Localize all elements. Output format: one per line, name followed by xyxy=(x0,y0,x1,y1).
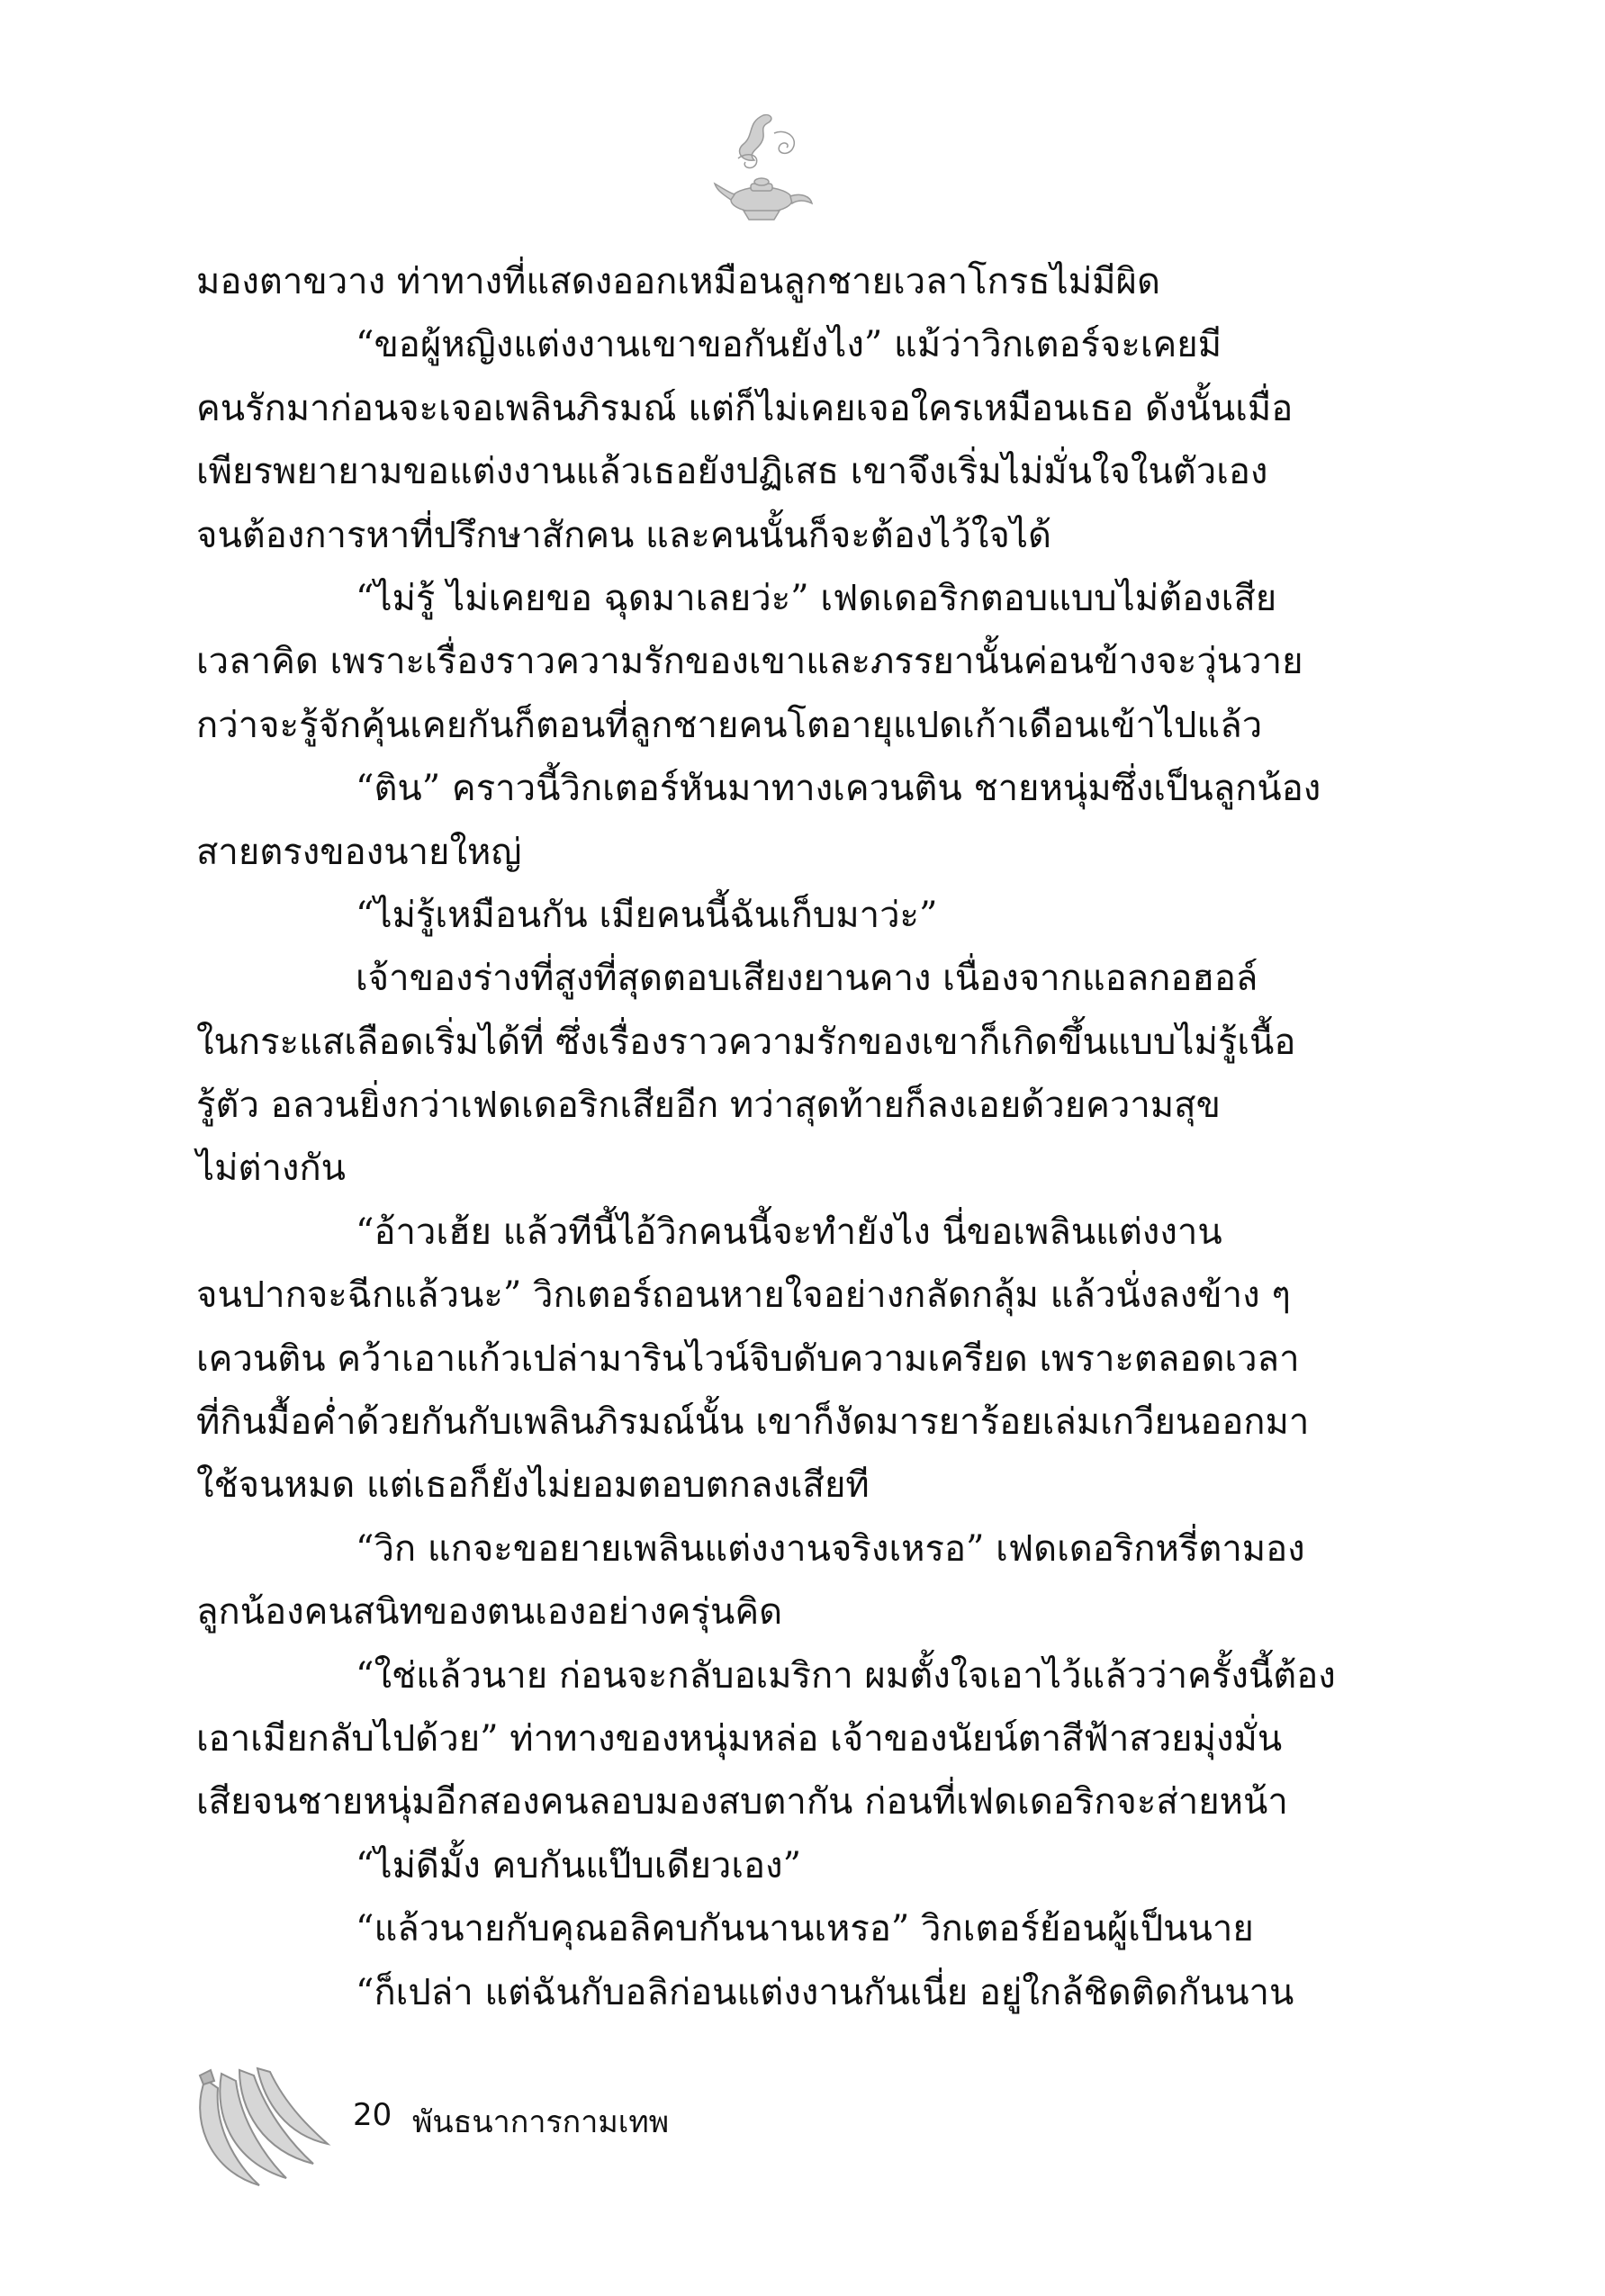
text-line: กว่าจะรู้จักคุ้นเคยกันก็ตอนที่ลูกชายคนโตอายุแปดเก้าเดือนเข้าไปแล้ว xyxy=(196,704,1263,746)
text-line: เอาเมียกลับไปด้วย” ท่าทางของหนุ่มหล่อ เจ้าของนัยน์ตาสีฟ้าสวยมุ่งมั่น xyxy=(196,1717,1283,1760)
text-line: “ไม่รู้ ไม่เคยขอ ฉุดมาเลยว่ะ” เฟดเดอริกตอบแบบไม่ต้องเสีย xyxy=(356,577,1277,619)
text-line: จนปากจะฉีกแล้วนะ” วิกเตอร์ถอนหายใจอย่างกลัดกลุ้ม แล้วนั่งลงข้าง ๆ xyxy=(196,1274,1291,1317)
book-title: พันธนาการกามเทพ xyxy=(412,2104,670,2140)
text-line: “อ้าวเฮ้ย แล้วทีนี้ไอ้วิกคนนี้จะทำยังไง นี่ขอเพลินแต่งงาน xyxy=(356,1211,1222,1253)
text-line: เพียรพยายามขอแต่งงานแล้วเธอยังปฏิเสธ เขาจึงเริ่มไม่มั่นใจในตัวเอง xyxy=(196,451,1268,493)
text-line: “ก็เปล่า แต่ฉันกับอลิก่อนแต่งงานกันเนี่ย อยู่ใกล้ชิดติดกันนาน xyxy=(356,1971,1294,2013)
text-line: “ไม่ดีมั้ง คบกันแป๊บเดียวเอง” xyxy=(356,1844,802,1886)
text-line: “วิก แกจะขอยายเพลินแต่งงานจริงเหรอ” เฟดเดอริกหรี่ตามอง xyxy=(356,1527,1305,1570)
text-line: สายตรงของนายใหญ่ xyxy=(196,831,522,873)
text-line: ในกระแสเลือดเริ่มได้ที่ ซึ่งเรื่องราวความรักของเขาก็เกิดขึ้นแบบไม่รู้เนื้อ xyxy=(196,1021,1296,1063)
banana-bunch-icon xyxy=(187,2061,331,2196)
text-line: “แล้วนายกับคุณอลิคบกันนานเหรอ” วิกเตอร์ย้อนผู้เป็นนาย xyxy=(356,1908,1254,1950)
text-line: เสียจนชายหนุ่มอีกสองคนลอบมองสบตากัน ก่อนที่เฟดเดอริกจะส่ายหน้า xyxy=(196,1781,1288,1823)
text-line: “ขอผู้หญิงแต่งงานเขาขอกันยังไง” แม้ว่าวิกเตอร์จะเคยมี xyxy=(356,324,1222,366)
text-line: ลูกน้องคนสนิทของตนเองอย่างครุ่นคิด xyxy=(196,1591,783,1634)
page-number: 20 xyxy=(353,2097,392,2133)
text-line: ที่กินมื้อค่ำด้วยกันกับเพลินภิรมณ์นั้น เขาก็งัดมารยาร้อยเล่มเกวียนออกมา xyxy=(196,1401,1310,1444)
text-line: “ติน” คราวนี้วิกเตอร์หันมาทางเควนติน ชายหนุ่มซึ่งเป็นลูกน้อง xyxy=(356,768,1321,810)
text-line: เวลาคิด เพราะเรื่องราวความรักของเขาและภรรยานั้นค่อนข้างจะวุ่นวาย xyxy=(196,641,1303,683)
text-line: ใช้จนหมด แต่เธอก็ยังไม่ยอมตอบตกลงเสียที xyxy=(196,1464,870,1507)
text-line: “ใช่แล้วนาย ก่อนจะกลับอเมริกา ผมตั้งใจเอาไว้แล้วว่าครั้งนี้ต้อง xyxy=(356,1654,1336,1697)
genie-lamp-icon xyxy=(711,106,819,232)
page-footer xyxy=(0,2061,1605,2223)
text-line: รู้ตัว อลวนยิ่งกว่าเฟดเดอริกเสียอีก ทว่าสุดท้ายก็ลงเอยด้วยความสุข xyxy=(196,1085,1221,1127)
text-line: มองตาขวาง ท่าทางที่แสดงออกเหมือนลูกชายเวลาโกรธไม่มีผิด xyxy=(196,261,1160,302)
text-line: ไม่ต่างกัน xyxy=(196,1148,347,1190)
page-body-text xyxy=(196,250,1393,2024)
text-line: เควนติน คว้าเอาแก้วเปล่ามารินไวน์จิบดับความเครียด เพราะตลอดเวลา xyxy=(196,1337,1300,1380)
text-line: คนรักมาก่อนจะเจอเพลินภิรมณ์ แต่ก็ไม่เคยเจอใครเหมือนเธอ ดังนั้นเมื่อ xyxy=(196,387,1294,429)
text-line: จนต้องการหาที่ปรึกษาสักคน และคนนั้นก็จะต้องไว้ใจได้ xyxy=(196,514,1051,556)
text-line: “ไม่รู้เหมือนกัน เมียคนนี้ฉันเก็บมาว่ะ” xyxy=(356,894,938,936)
text-line: เจ้าของร่างที่สูงที่สุดตอบเสียงยานคาง เนื่องจากแอลกอฮอล์ xyxy=(356,958,1258,1000)
